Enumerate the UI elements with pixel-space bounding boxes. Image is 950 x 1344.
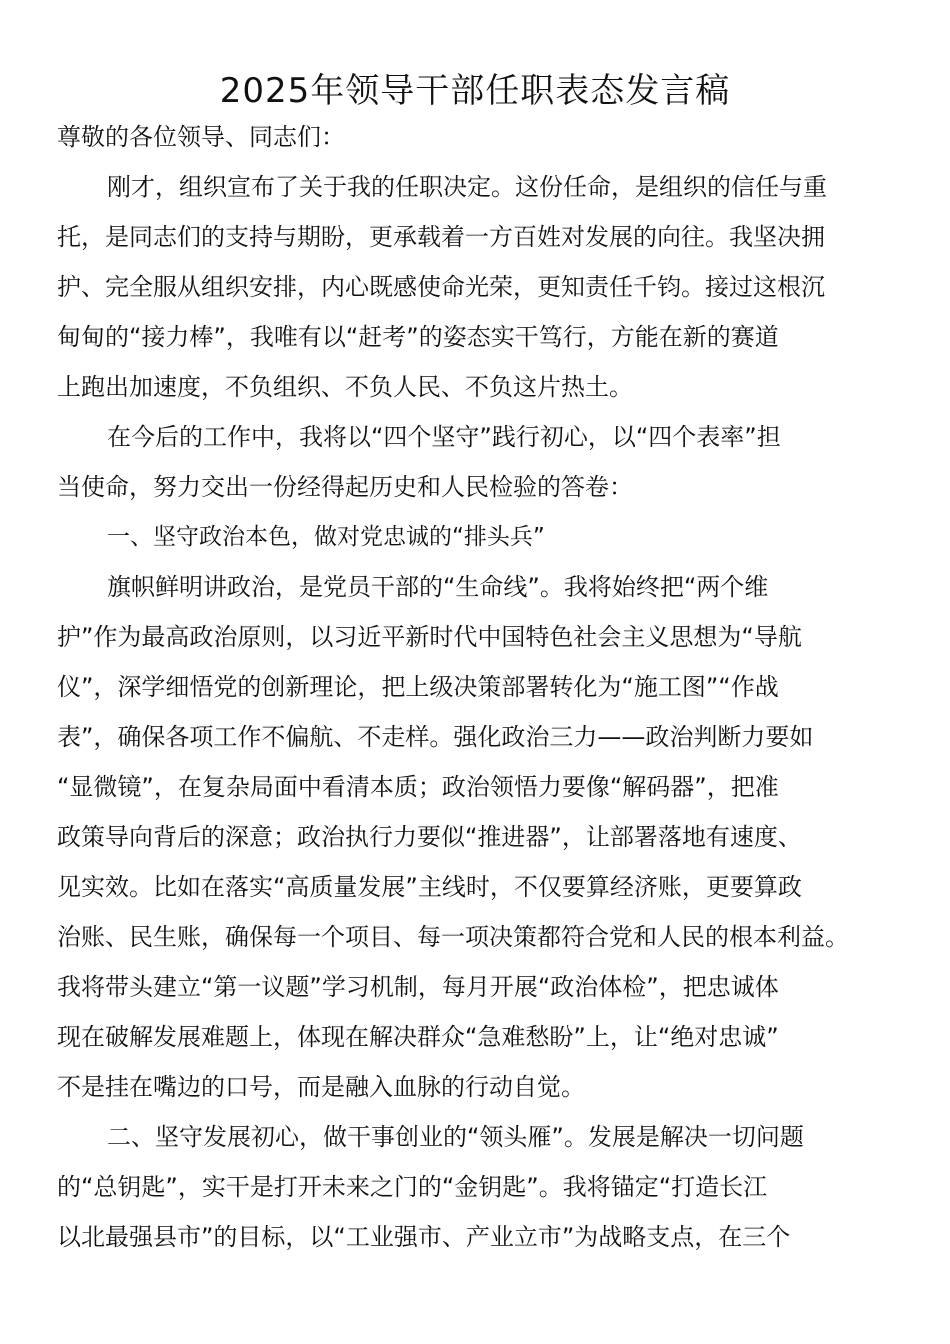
paragraph-line: 见实效。比如在落实“高质量发展”主线时，不仅要算经济账，更要算政 xyxy=(57,873,802,901)
paragraph-line: 护”作为最高政治原则，以习近平新时代中国特色社会主义思想为“导航 xyxy=(57,623,802,651)
paragraph-line: 治账、民生账，确保每一个项目、每一项决策都符合党和人民的根本利益。 xyxy=(57,923,849,951)
paragraph-line: 尊敬的各位领导、同志们： xyxy=(57,123,345,151)
document-title: 2025年领导干部任职表态发言稿 xyxy=(219,71,731,111)
paragraph-line: 的“总钥匙”，实干是打开未来之门的“金钥匙”。我将锚定“打造长江 xyxy=(57,1173,768,1201)
paragraph-line: 以北最强县市”的目标，以“工业强市、产业立市”为战略支点，在三个 xyxy=(57,1223,791,1251)
document-body xyxy=(57,112,897,1262)
paragraph-line: 政策导向背后的深意；政治执行力要似“推进器”，让部署落地有速度、 xyxy=(57,823,802,851)
paragraph-line: “显微镜”，在复杂局面中看清本质；政治领悟力要像“解码器”，把准 xyxy=(57,773,779,801)
paragraph-line: 刚才，组织宣布了关于我的任职决定。这份任命，是组织的信任与重 xyxy=(107,173,827,201)
paragraph-line: 在今后的工作中，我将以“四个坚守”践行初心，以“四个表率”担 xyxy=(107,423,781,451)
paragraph-line: 甸甸的“接力棒”，我唯有以“赶考”的姿态实干笃行，方能在新的赛道 xyxy=(57,323,779,351)
paragraph-line: 二、坚守发展初心，做干事创业的“领头雁”。发展是解决一切问题 xyxy=(107,1123,804,1151)
paragraph-line: 护、完全服从组织安排，内心既感使命光荣，更知责任千钧。接过这根沉 xyxy=(57,273,825,301)
paragraph-line: 托，是同志们的支持与期盼，更承载着一方百姓对发展的向往。我坚决拥 xyxy=(57,223,825,251)
paragraph-line: 当使命，努力交出一份经得起历史和人民检验的答卷： xyxy=(57,473,633,501)
paragraph-line: 不是挂在嘴边的口号，而是融入血脉的行动自觉。 xyxy=(57,1073,585,1101)
paragraph-line: 表”，确保各项工作不偏航、不走样。强化政治三力——政治判断力要如 xyxy=(57,723,814,751)
paragraph-line: 上跑出加速度，不负组织、不负人民、不负这片热土。 xyxy=(57,373,633,401)
section-heading: 一、坚守政治本色，做对党忠诚的“排头兵” xyxy=(107,524,545,550)
paragraph-line: 仪”，深学细悟党的创新理论，把上级决策部署转化为“施工图”“作战 xyxy=(57,673,779,701)
paragraph-line: 我将带头建立“第一议题”学习机制，每月开展“政治体检”，把忠诚体 xyxy=(57,973,779,1001)
paragraph-line: 现在破解发展难题上，体现在解决群众“急难愁盼”上，让“绝对忠诚” xyxy=(57,1023,779,1051)
paragraph-line: 旗帜鲜明讲政治，是党员干部的“生命线”。我将始终把“两个维 xyxy=(107,573,769,601)
